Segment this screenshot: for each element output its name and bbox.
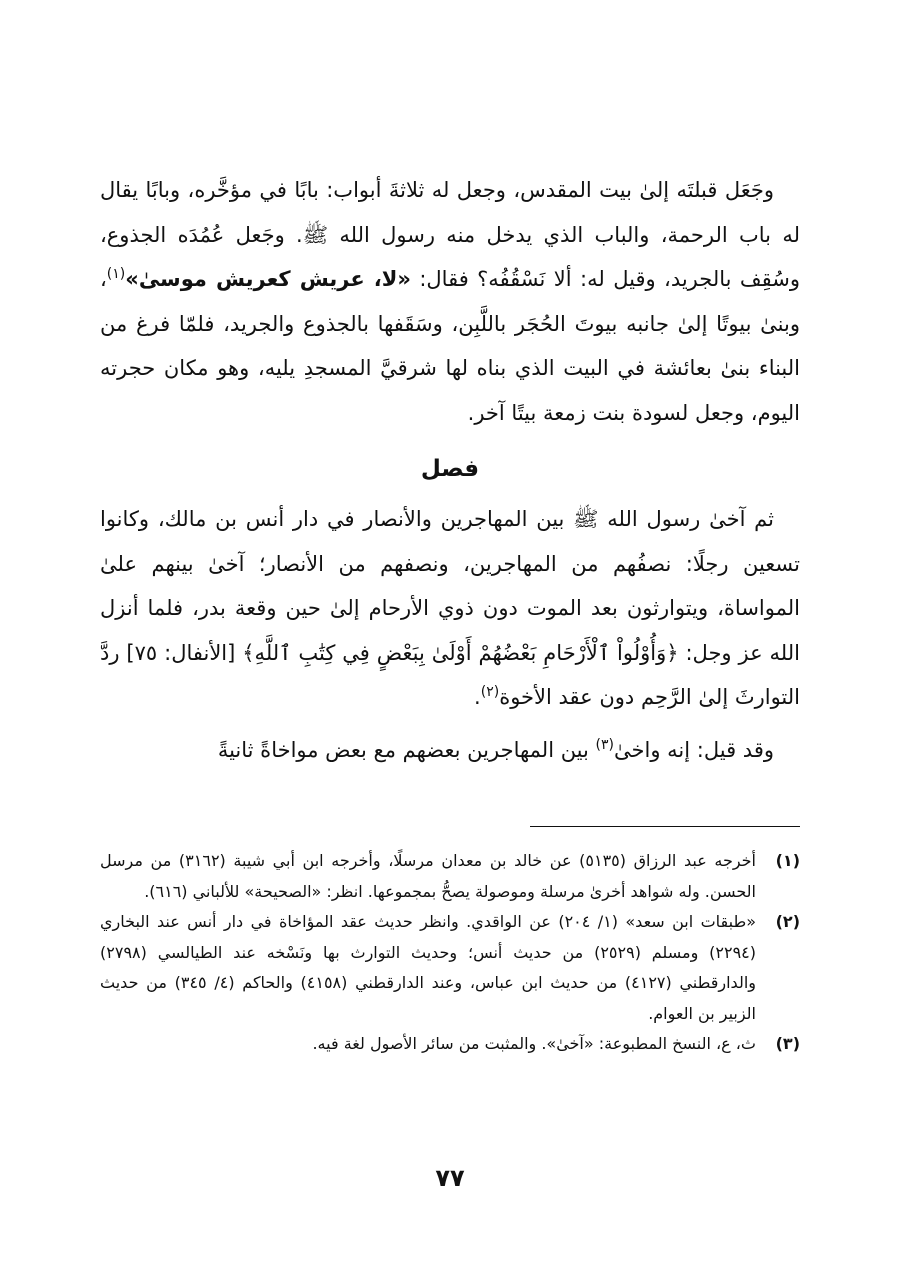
footnote-ref-1: (١) (106, 266, 126, 282)
footnote-ref-2: (٢) (480, 684, 500, 700)
footnote-2-text: «طبقات ابن سعد» (١/ ٢٠٤) عن الواقدي. وانظر حديث عقد المؤاخاة في دار أنس عند البخاري (٢٢٩٤) ومسلم (٢٥٢٩) من حديث أنس؛ وحديث التوارث بها ونَسْخه عند الطيالسي (٢٧٩٨) والدارقطني (٤١٢٧) من حديث ابن عباس، وعند الدارقطني (٤١٥٨) والحاكم (٤/ ٣٤٥) من حديث الزبير بن العوام. (100, 912, 757, 1023)
hadith-quote: «لا، عريش كعريش موسىٰ» (125, 267, 411, 291)
footnote-3-number: (٣) (775, 1034, 800, 1053)
page-number: ٧٧ (435, 1164, 465, 1192)
section-heading: فصل (420, 456, 480, 482)
paragraph-3 (100, 728, 800, 773)
main-text (100, 168, 800, 772)
footnote-1-number: (١) (775, 851, 800, 870)
footnote-2 (100, 907, 800, 1029)
paragraph-1-text-d: ، وبنىٰ بيوتًا إلىٰ جانبه بيوتَ الحُجَر باللَّبِن، وسَقَفها بالجذوع والجريد، فلمّا فرغ من البناء بنىٰ بعائشة في البيت الذي بناه لها شرقيَّ المسجدِ يليه، وهو مكان حجرته اليوم، وجعل لسودة بنت زمعة بيتًا آخر. (100, 267, 800, 425)
footnote-3 (100, 1029, 800, 1060)
paragraph-1 (100, 168, 800, 435)
quran-verse: ﴿وَأُوْلُواْ ٱلْأَرْحَامِ بَعْضُهُمْ أَوْلَىٰ بِبَعْضٍ فِي كِتَٰبِ ٱللَّهِ﴾ (242, 640, 679, 665)
paragraph-3-text-c: بين المهاجرين بعضهم مع بعض مواخاةً ثانيةً (217, 737, 596, 762)
paragraph-1-text-a: وجَعَل قبلتَه إلىٰ بيت المقدس، وجعل له ثلاثةَ أبواب: بابًا في مؤخَّره، وبابًا يقال له باب الرحمة، والباب الذي يدخل منه رسول الله ﷺ. وجَعل عُمُدَه الجذوع، وسُقِف بالجريد، وقيل له: ألا نَسْقُفُه؟ فقال: (100, 178, 800, 291)
paragraph-2 (100, 497, 800, 720)
footnote-1 (100, 846, 800, 907)
paragraph-2-text-c: [الأنفال: ٧٥] ردَّ التوارثَ إلىٰ الرَّحِم دون عقد الأخوة (100, 640, 800, 709)
footnote-divider (530, 826, 800, 827)
footnote-2-number: (٢) (775, 912, 800, 931)
paragraph-2-text-e: . (474, 685, 481, 709)
footnote-ref-3: (٣) (595, 736, 615, 753)
footnote-3-text: ث، ع، النسخ المطبوعة: «آخىٰ». والمثبت من سائر الأصول لغة فيه. (312, 1034, 756, 1053)
footnotes (100, 846, 800, 1060)
footnote-1-text: أخرجه عبد الرزاق (٥١٣٥) عن خالد بن معدان مرسلًا، وأخرجه ابن أبي شيبة (٣١٦٢) من مرسل الحسن. وله شواهد أخرىٰ مرسلة وموصولة يصحُّ بمجموعها. انظر: «الصحيحة» للألباني (٦١٦). (100, 851, 757, 901)
paragraph-2-text-a: ثم آخىٰ رسول الله ﷺ بين المهاجرين والأنصار في دار أنس بن مالك، وكانوا تسعين رجلًا: نصفُهم من المهاجرين، ونصفهم من الأنصار؛ آخىٰ بينهم علىٰ المواساة، ويتوارثون بعد الموت دون ذوي الأرحام إلىٰ حين وقعة بدر، فلما أنزل الله عز وجل: (100, 507, 800, 665)
paragraph-3-text-a: وقد قيل: إنه واخىٰ (614, 737, 774, 762)
paragraph-gap (100, 720, 800, 728)
